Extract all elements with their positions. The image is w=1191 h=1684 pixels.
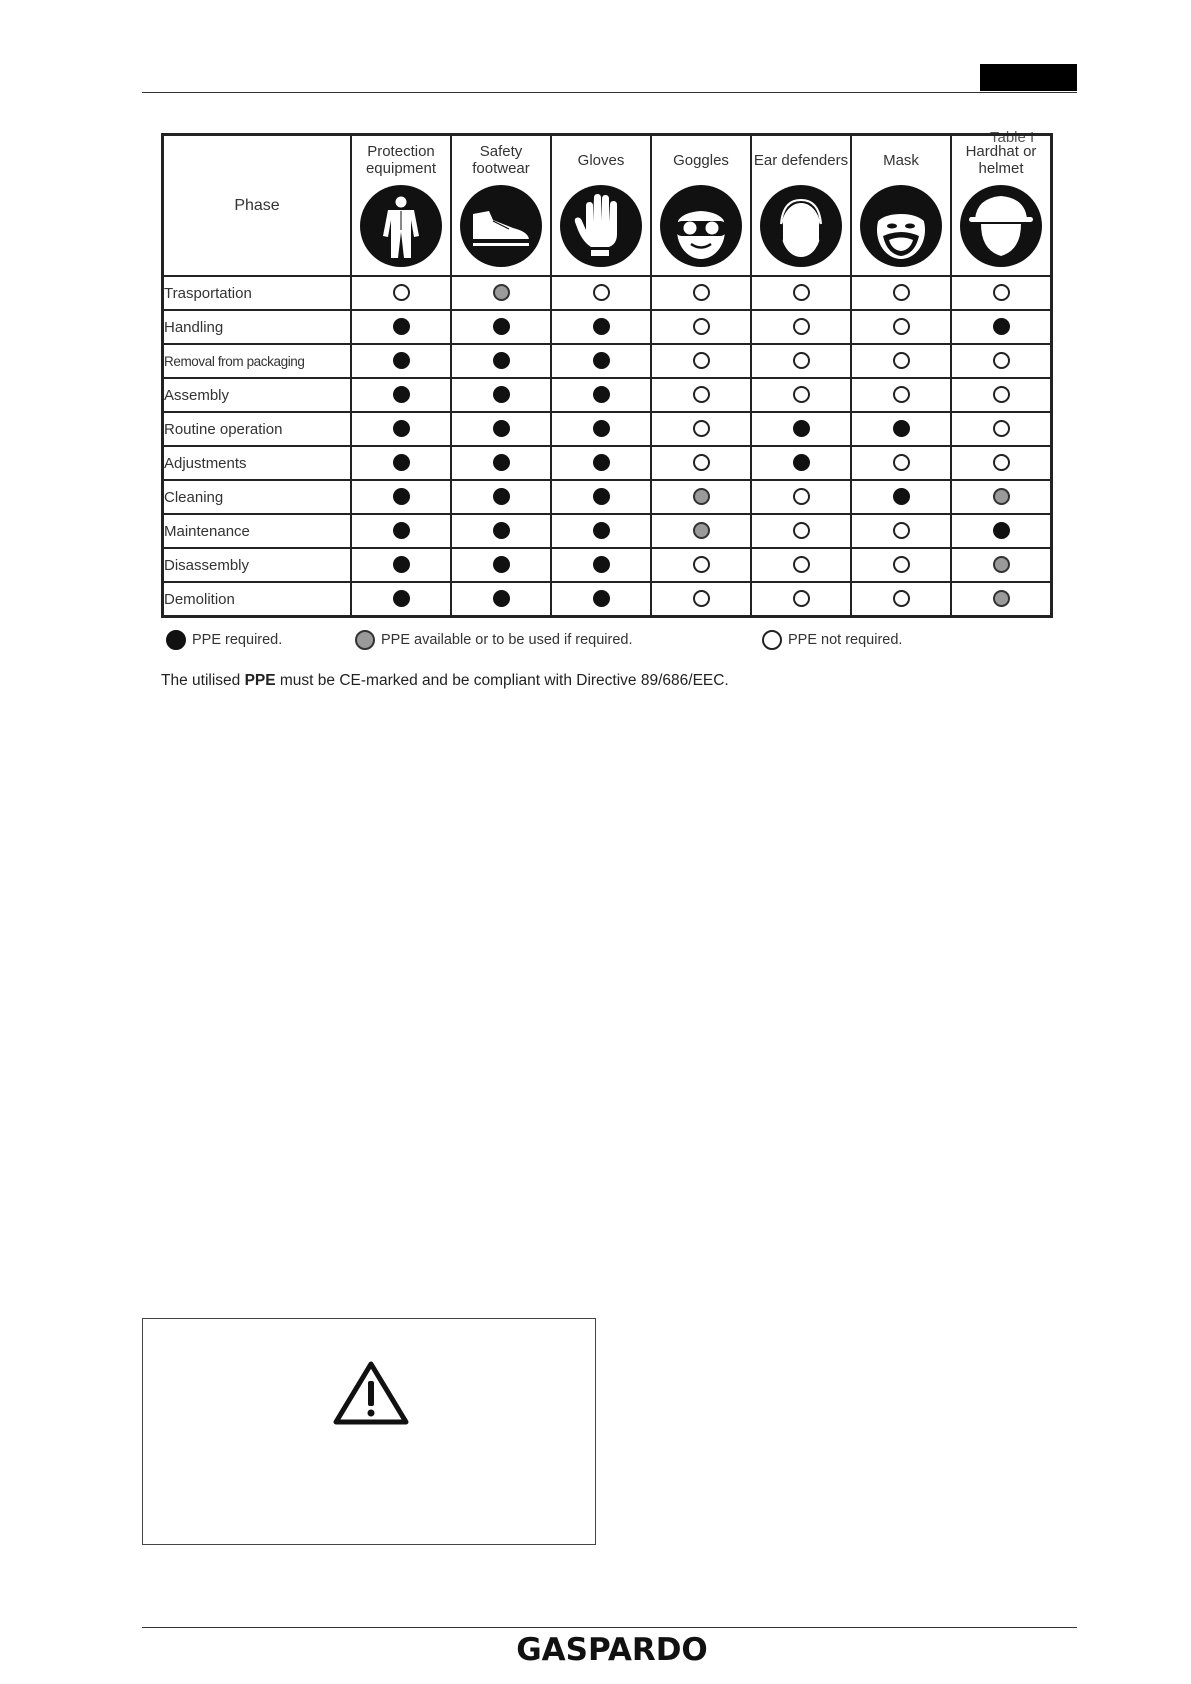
legend-optional-label: PPE available or to be used if required. [381, 632, 633, 648]
legend-not-required-dot [762, 630, 782, 650]
table-cell [651, 582, 751, 617]
ppe-required-dot [593, 420, 610, 437]
table-row [163, 412, 1052, 446]
table-row [163, 344, 1052, 378]
table-cell [751, 582, 851, 617]
table-row [163, 378, 1052, 412]
ppe-required-dot [493, 522, 510, 539]
phase-label: Assembly [163, 378, 352, 412]
ce-marking-note [161, 672, 729, 690]
table-cell [551, 582, 651, 617]
ppe-not-dot [893, 590, 910, 607]
table-header-row [163, 135, 1052, 277]
table-cell [851, 480, 951, 514]
legend-required-label: PPE required. [192, 632, 283, 648]
table-row [163, 446, 1052, 480]
table-cell [451, 412, 551, 446]
ppe-not-dot [693, 556, 710, 573]
ppe-not-dot [393, 284, 410, 301]
ppe-not-dot [793, 284, 810, 301]
table-cell [951, 514, 1052, 548]
column-header-label: Gloves [577, 151, 625, 169]
table-row [163, 276, 1052, 310]
column-header-label: Safety footwear [472, 143, 530, 177]
table-cell [551, 310, 651, 344]
ppe-not-dot [793, 318, 810, 335]
table-cell [351, 446, 451, 480]
table-cell [751, 480, 851, 514]
ppe-required-dot [393, 522, 410, 539]
legend-optional-dot [355, 630, 375, 650]
ppe-not-dot [993, 454, 1010, 471]
table-cell [951, 344, 1052, 378]
ppe-required-dot [393, 556, 410, 573]
ppe-required-dot [993, 522, 1010, 539]
ppe-optional-dot [693, 522, 710, 539]
phase-label: Maintenance [163, 514, 352, 548]
warning-box [142, 1318, 596, 1545]
table-cell [951, 412, 1052, 446]
table-cell [551, 480, 651, 514]
table-cell [651, 378, 751, 412]
ppe-required-dot [393, 420, 410, 437]
table-row [163, 310, 1052, 344]
ppe-required-dot [493, 454, 510, 471]
ppe-not-dot [693, 318, 710, 335]
ppe-required-dot [593, 318, 610, 335]
ear-defenders-icon [759, 184, 843, 268]
ppe-required-dot [993, 318, 1010, 335]
ppe-not-dot [993, 386, 1010, 403]
ppe-required-dot [593, 522, 610, 539]
phase-label: Demolition [163, 582, 352, 617]
table-cell [451, 276, 551, 310]
legend-not-required-label: PPE not required. [788, 632, 903, 648]
ppe-optional-dot [693, 488, 710, 505]
header-tab [980, 64, 1077, 91]
ppe-not-dot [693, 284, 710, 301]
ppe-not-dot [993, 420, 1010, 437]
table-cell [651, 276, 751, 310]
ppe-not-dot [693, 590, 710, 607]
table-cell [651, 480, 751, 514]
ppe-optional-dot [993, 556, 1010, 573]
footer-rule [142, 1627, 1077, 1628]
column-header-6 [851, 135, 951, 277]
ppe-optional-dot [493, 284, 510, 301]
phase-label: Cleaning [163, 480, 352, 514]
table-cell [951, 582, 1052, 617]
ppe-not-dot [793, 556, 810, 573]
table-cell [751, 378, 851, 412]
ppe-required-dot [493, 590, 510, 607]
ppe-not-dot [893, 318, 910, 335]
table-cell [951, 378, 1052, 412]
table-cell [451, 378, 551, 412]
note-suffix: must be CE-marked and be compliant with Directive 89/686/EEC. [275, 672, 729, 689]
ppe-required-dot [393, 590, 410, 607]
table-row [163, 548, 1052, 582]
table-cell [851, 446, 951, 480]
table-cell [851, 310, 951, 344]
table-cell [751, 446, 851, 480]
ppe-not-dot [893, 522, 910, 539]
ppe-required-dot [393, 352, 410, 369]
table-cell [951, 548, 1052, 582]
table-cell [651, 446, 751, 480]
table-cell [851, 582, 951, 617]
ppe-optional-dot [993, 488, 1010, 505]
table-cell [351, 582, 451, 617]
header-rule [142, 92, 1077, 93]
table-cell [651, 548, 751, 582]
column-header-label: Protection equipment [365, 143, 437, 177]
safety-shoe-icon [459, 184, 543, 268]
ppe-required-dot [593, 352, 610, 369]
svg-text:GASPARDO: GASPARDO [516, 1632, 708, 1668]
ppe-not-dot [593, 284, 610, 301]
table-row [163, 480, 1052, 514]
table-cell [551, 514, 651, 548]
ppe-not-dot [693, 386, 710, 403]
ppe-not-dot [893, 454, 910, 471]
table-cell [351, 378, 451, 412]
ppe-optional-dot [993, 590, 1010, 607]
ppe-required-dot [593, 556, 610, 573]
glove-icon [559, 184, 643, 268]
column-header-1 [351, 135, 451, 277]
table-cell [751, 310, 851, 344]
table-cell [351, 310, 451, 344]
ppe-not-dot [993, 284, 1010, 301]
table-cell [651, 344, 751, 378]
ppe-not-dot [793, 590, 810, 607]
table-cell [451, 310, 551, 344]
table-cell [451, 514, 551, 548]
column-header-7 [951, 135, 1052, 277]
table-cell [351, 412, 451, 446]
table-cell [951, 276, 1052, 310]
ppe-not-dot [893, 386, 910, 403]
phase-label: Adjustments [163, 446, 352, 480]
column-header-label: Goggles [673, 151, 729, 169]
phase-column-header: Phase [163, 135, 352, 277]
note-bold: PPE [244, 672, 276, 689]
ppe-required-dot [493, 352, 510, 369]
ppe-not-dot [693, 420, 710, 437]
ppe-required-dot [893, 488, 910, 505]
ppe-not-dot [793, 352, 810, 369]
phase-label: Disassembly [163, 548, 352, 582]
ppe-required-dot [493, 420, 510, 437]
table-cell [451, 582, 551, 617]
table-cell [751, 412, 851, 446]
table-row [163, 514, 1052, 548]
table-cell [851, 378, 951, 412]
ppe-required-dot [493, 488, 510, 505]
helmet-icon [959, 184, 1043, 268]
table-cell [451, 344, 551, 378]
table-cell [751, 276, 851, 310]
column-header-2 [451, 135, 551, 277]
table-cell [951, 310, 1052, 344]
ppe-required-dot [893, 420, 910, 437]
phase-label: Removal from packaging [163, 344, 352, 378]
ppe-not-dot [693, 352, 710, 369]
ppe-table [161, 133, 1053, 618]
phase-label: Handling [163, 310, 352, 344]
table-cell [851, 276, 951, 310]
table-cell [351, 514, 451, 548]
ppe-required-dot [593, 590, 610, 607]
ppe-required-dot [493, 386, 510, 403]
legend-required [166, 630, 282, 650]
table-cell [851, 412, 951, 446]
ppe-required-dot [593, 488, 610, 505]
table-cell [351, 276, 451, 310]
ppe-required-dot [393, 386, 410, 403]
ppe-required-dot [593, 386, 610, 403]
table-cell [851, 548, 951, 582]
column-header-4 [651, 135, 751, 277]
gaspardo-logo [516, 1631, 708, 1668]
table-cell [351, 548, 451, 582]
ppe-required-dot [793, 420, 810, 437]
table-cell [551, 276, 651, 310]
mask-icon [859, 184, 943, 268]
ppe-not-dot [993, 352, 1010, 369]
table-caption: Table I [990, 129, 1035, 146]
legend-optional [355, 630, 632, 650]
ppe-required-dot [393, 454, 410, 471]
table-cell [651, 514, 751, 548]
table-cell [451, 446, 551, 480]
ppe-not-dot [793, 386, 810, 403]
table-cell [451, 548, 551, 582]
ppe-not-dot [893, 556, 910, 573]
table-cell [551, 378, 651, 412]
column-header-label: Ear defenders [753, 151, 849, 169]
table-cell [951, 446, 1052, 480]
table-cell [751, 548, 851, 582]
protective-suit-icon [359, 184, 443, 268]
ppe-not-dot [793, 522, 810, 539]
ppe-required-dot [393, 488, 410, 505]
table-cell [951, 480, 1052, 514]
note-prefix: The utilised [161, 672, 245, 689]
table-cell [851, 344, 951, 378]
table-cell [851, 514, 951, 548]
phase-label: Routine operation [163, 412, 352, 446]
table-cell [351, 480, 451, 514]
phase-label: Trasportation [163, 276, 352, 310]
ppe-not-dot [793, 488, 810, 505]
table-cell [551, 548, 651, 582]
ppe-required-dot [493, 556, 510, 573]
table-cell [351, 344, 451, 378]
column-header-label: Mask [883, 151, 919, 169]
column-header-5 [751, 135, 851, 277]
table-row [163, 582, 1052, 617]
table-cell [651, 310, 751, 344]
table-cell [451, 480, 551, 514]
column-header-label: Hardhat or helmet [965, 143, 1037, 177]
table-cell [751, 514, 851, 548]
ppe-not-dot [893, 284, 910, 301]
ppe-required-dot [593, 454, 610, 471]
ppe-not-dot [693, 454, 710, 471]
table-cell [551, 446, 651, 480]
table-cell [651, 412, 751, 446]
table-cell [551, 412, 651, 446]
table-cell [551, 344, 651, 378]
legend-not-required [762, 630, 902, 650]
goggles-icon [659, 184, 743, 268]
ppe-required-dot [793, 454, 810, 471]
warning-triangle-icon [333, 1361, 409, 1425]
ppe-required-dot [493, 318, 510, 335]
column-header-3 [551, 135, 651, 277]
ppe-required-dot [393, 318, 410, 335]
ppe-not-dot [893, 352, 910, 369]
table-cell [751, 344, 851, 378]
legend-required-dot [166, 630, 186, 650]
